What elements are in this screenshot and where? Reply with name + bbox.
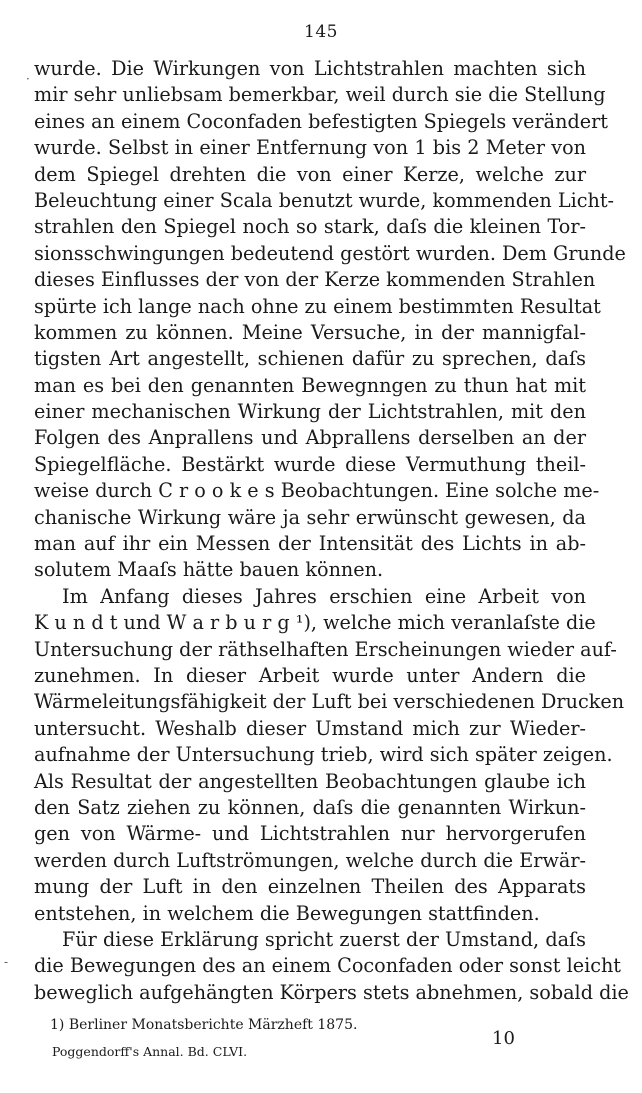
text-line: wurde. Die Wirkungen von Lichtstrahlen machten sich [34,57,586,80]
text-line: dem Spiegel drehten die von einer Kerze, welche zur [34,162,586,186]
text-line: aufnahme der Untersuchung trieb, wird sich später zeigen. [34,743,613,767]
margin-mark: - [4,955,9,969]
text-line: sionsschwingungen bedeutend gestört wurden. Dem Grunde [34,241,626,265]
text-line: untersucht. Weshalb dieser Umstand mich zur Wieder- [34,716,586,740]
text-line: Untersuchung der räthselhaften Erscheinungen wieder auf- [34,637,617,661]
text-line: solutem Maaſs hätte bauen können. [34,558,384,582]
text-line: Beleuchtung einer Scala benutzt wurde, kommenden Licht- [34,188,615,212]
text-line: zunehmen. In dieser Arbeit wurde unter Andern die [34,663,586,687]
text-line: entstehen, in welchem die Bewegungen stattfinden. [34,901,540,925]
text-line: kommen zu können. Meine Versuche, in der mannigfal- [34,320,586,344]
text-line: dieses Einflusses der von der Kerze kommenden Strahlen [34,268,596,292]
text-line: die Bewegungen des an einem Coconfaden oder sonst leicht [34,954,622,978]
signature-mark: 10 [492,1028,515,1049]
page-number: 145 [304,22,338,42]
text-line: beweglich aufgehängten Körpers stets abnehmen, sobald die [34,980,629,1004]
text-line: weise durch C r o o k e s Beobachtungen. Eine solche me- [34,479,600,503]
text-line: Im Anfang dieses Jahres erschien eine Arbeit von [62,584,586,608]
text-line: den Satz ziehen zu können, daſs die genannten Wirkun- [34,795,586,819]
text-line: man auf ihr ein Messen der Intensität des Lichts in ab- [34,532,586,556]
text-line: gen von Wärme- und Lichtstrahlen nur hervorgerufen [34,822,586,846]
text-line: tigsten Art angestellt, schienen dafür zu sprechen, daſs [34,347,586,371]
footnote: 1) Berliner Monatsberichte Märzheft 1875. [50,1017,358,1033]
text-line: K u n d t und W a r b u r g ¹), welche mich veranlaſste die [34,611,596,635]
text-line: einer mechanischen Wirkung der Lichtstrahlen, mit den [34,400,586,424]
text-line: wurde. Selbst in einer Entfernung von 1 bis 2 Meter von [34,136,586,160]
text-line: spürte ich lange nach ohne zu einem bestimmten Resultat [34,294,601,318]
text-line: werden durch Luftströmungen, welche durch die Erwär- [34,848,586,872]
footer-source: Poggendorff's Annal. Bd. CLVI. [52,1044,248,1059]
text-line: chanische Wirkung wäre ja sehr erwünscht gewesen, da [34,505,586,529]
text-line: Folgen des Anprallens und Abprallens derselben an der [34,426,586,450]
text-line: strahlen den Spiegel noch so stark, daſs die kleinen Tor- [34,215,586,239]
text-line: man es bei den genannten Bewegnngen zu thun hat mit [34,373,586,397]
text-line: Wärmeleitungsfähigkeit der Luft bei verschiedenen Drucken [34,690,625,714]
body-text [34,56,629,1006]
text-line: Als Resultat der angestellten Beobachtungen glaube ich [34,769,586,793]
text-line: Für diese Erklärung spricht zuerst der Umstand, daſs [62,927,586,951]
text-line: eines an einem Coconfaden befestigten Spiegels verändert [34,109,608,133]
text-line: mung der Luft in den einzelnen Theilen des Apparats [34,875,586,899]
margin-mark: · [26,72,30,86]
text-line: Spiegelfläche. Bestärkt wurde diese Vermuthung theil- [34,452,586,476]
text-line: mir sehr unliebsam bemerkbar, weil durch sie die Stellung [34,83,606,107]
